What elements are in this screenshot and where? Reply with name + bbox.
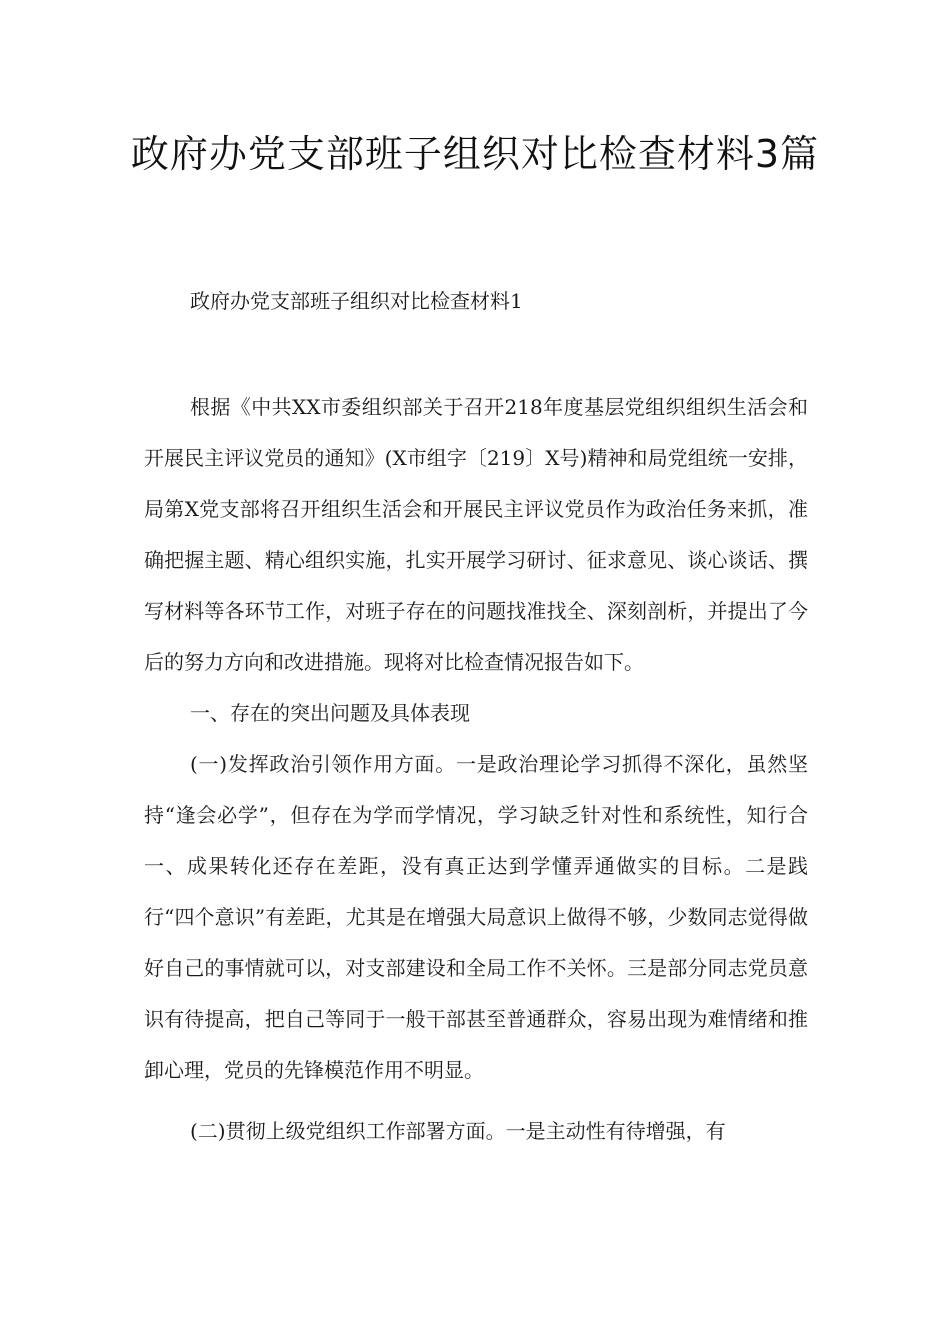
paragraph-intro: 根据《中共XX市委组织部关于召开218年度基层党组织组织生活会和开展民主评议党员的通知》(X市组字〔219〕X号)精神和局党组统一安排，局第X党支部将召开组织生活会和开展民主评议党员作为政治任务来抓，准确把握主题、精心组织实施，扎实开展学习研讨、征求意见、谈心谈话、撰写材料等各环节工作，对班子存在的问题找准找全、深刻剖析，并提出了今后的努力方向和改进措施。现将对比检查情况报告如下。: [144, 395, 808, 674]
paragraph-political-leadership: (一)发挥政治引领作用方面。一是政治理论学习抓得不深化，虽然坚持“逢会必学”，但存在为学而学情况，学习缺乏针对性和系统性，知行合一、成果转化还存在差距，没有真正达到学懂弄通做实的目标。二是践行“四个意识”有差距，尤其是在增强大局意识上做得不够，少数同志觉得做好自己的事情就可以，对支部建设和全局工作不关怀。三是部分同志党员意识有待提高，把自己等同于一般干部甚至普通群众，容易出现为难情绪和推卸心理，党员的先锋模范作用不明显。: [144, 752, 808, 1082]
document-title: 政府办党支部班子组织对比检查材料3篇: [130, 132, 820, 176]
paragraph-implementation: (二)贯彻上级党组织工作部署方面。一是主动性有待增强，有: [190, 1119, 726, 1143]
section-heading-problems: 一、存在的突出问题及具体表现: [190, 701, 470, 725]
document-body: [144, 382, 808, 1157]
document-subtitle: 政府办党支部班子组织对比检查材料1: [190, 289, 523, 313]
